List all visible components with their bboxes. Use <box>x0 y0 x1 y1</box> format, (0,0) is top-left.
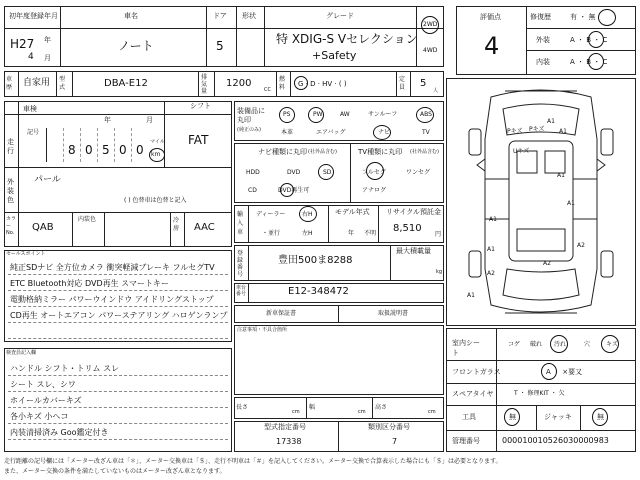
equip-navi-circle <box>373 125 391 140</box>
diagram-label: A2 <box>543 260 551 267</box>
score-value: 4 <box>484 32 500 60</box>
mileage-digit: 0 <box>85 143 93 157</box>
seat-label: 室内シート <box>452 339 480 357</box>
grade-line1: 特 XDIG-S Vセレクション <box>276 32 418 46</box>
seat-item: キズ <box>606 341 618 348</box>
equip-ps: PS <box>283 111 291 118</box>
mile-unit: マイル <box>150 139 165 145</box>
fuel-circle <box>294 76 308 90</box>
equip-abs: ABS <box>420 111 432 118</box>
inspection-label: 車検 <box>23 105 37 113</box>
repair-label: 修復歴 <box>530 13 551 21</box>
exterior-color-value: パール <box>34 175 61 185</box>
inspector-line: ホイールカバーキズ <box>10 396 82 405</box>
inspector-label: 検査員記入欄 <box>6 350 37 356</box>
equip-tv: TV <box>422 129 430 136</box>
footer-line2: また、メーター交換の条件を満たしていないものはメーター改ざん車となります。 <box>4 468 226 475</box>
jack-value: 無 <box>597 413 604 421</box>
tv-fullseg: フルセグ <box>362 169 386 176</box>
navi-dvd: DVD <box>287 169 301 176</box>
notes-label: 注意事項・不具合箇所 <box>237 327 288 333</box>
first-reg-label: 初年度登録年月 <box>9 12 58 20</box>
model-year-unit: 年 <box>348 230 355 237</box>
mileage-digit: 0 <box>119 143 127 157</box>
category-value: 自家用 <box>23 78 51 88</box>
tools-value: 無 <box>509 413 516 421</box>
shift-label: シフト <box>190 102 211 110</box>
tv-oneseg: ワンセグ <box>406 169 431 176</box>
glass-circle <box>541 363 557 380</box>
inspector-line: 内装清掃済み Goo鑑定付き <box>10 428 109 437</box>
chassis-label: 車台番号 <box>236 285 247 297</box>
exterior-color-note: ( ) 色替車は色替と記入 <box>124 197 187 204</box>
navi-label: ナビ種類に丸印 <box>258 148 307 156</box>
persons-unit: 人 <box>433 88 439 94</box>
model-value: DBA-E12 <box>104 78 148 89</box>
shape-label: 形状 <box>242 12 256 20</box>
mileage-digits <box>46 128 148 162</box>
exterior-color-label: 外装色 <box>7 178 14 204</box>
diagram-label: A1 <box>489 216 497 223</box>
score-label: 評価点 <box>480 13 501 21</box>
diagram-label: A1 <box>487 246 495 253</box>
navi-sd-circle <box>318 164 334 180</box>
grade-label: グレード <box>326 12 354 20</box>
shift-value: FAT <box>188 133 209 147</box>
capacity-label: 定員 <box>399 76 406 91</box>
type-designation-label: 型式指定番号 <box>264 423 306 431</box>
tv-sub: (社外品含む) <box>410 149 439 155</box>
diagram-label: Pキズ <box>507 128 523 135</box>
repair-circle <box>598 9 616 26</box>
import-dealer: ディーラー <box>256 211 286 218</box>
seat-item: 汚れ <box>554 341 567 348</box>
interior-grade-value: A ・ B ・ C <box>570 58 608 66</box>
color-code-value: QAB <box>32 222 54 233</box>
exterior-grade-circle <box>588 31 604 48</box>
glass-value: A ・ ×要又 <box>546 368 583 376</box>
fuel-label: 燃料 <box>279 76 286 91</box>
exterior-grade-value: A ・ B ・ C <box>570 36 608 44</box>
repair-value: 有 ・ 無 <box>570 13 596 21</box>
recycle-label: リサイクル預託金 <box>386 208 442 216</box>
manual-label: 取扱説明書 <box>378 310 409 317</box>
length-unit: cm <box>292 409 300 415</box>
inspector-line: シート スレ、シワ <box>10 380 76 389</box>
equipment-label: 装備品に丸印 <box>237 107 265 124</box>
new-car-warranty: 新車保証書 <box>266 310 297 317</box>
navi-hdd: HDD <box>246 169 260 176</box>
equip-aw: AW <box>340 111 350 118</box>
jack-label: ジャッキ <box>544 413 572 421</box>
recycle-value: 8,510 <box>393 223 422 234</box>
mileage-digit: 0 <box>136 143 144 157</box>
displacement-value: 1200 <box>226 78 252 89</box>
seat-item: 破れ <box>530 341 543 348</box>
model-year-unknown: 不明 <box>364 230 377 237</box>
equip-pw-circle <box>308 107 324 123</box>
inspector-line: 各小キズ 小ヘコ <box>10 412 69 421</box>
car-diagram <box>446 78 636 326</box>
diagram-label: Pキズ <box>529 126 545 133</box>
aircon-label: 冷房 <box>173 217 180 232</box>
navi-sd: SD <box>323 169 332 176</box>
seat-scratch-circle <box>601 335 619 353</box>
equip-sunroof: サンルーフ <box>368 111 398 118</box>
fuel-value: G · D · HV · ( ) <box>298 80 347 88</box>
doors-value: 5 <box>216 39 224 53</box>
registration-label: 登録番号 <box>237 250 244 278</box>
displacement-label: 排気量 <box>201 74 208 95</box>
capacity-value: 5 <box>420 78 427 89</box>
import-label: 輸入車 <box>237 211 244 236</box>
import-steer-left: 左H <box>302 230 313 237</box>
inspection-month: 月 <box>146 116 153 124</box>
max-load-label: 最大積載量 <box>396 247 431 255</box>
model-year-label: モデル年式 <box>335 208 370 216</box>
navi-cd: CD <box>248 187 257 194</box>
diagram-label: A1 <box>559 128 567 135</box>
grade-line2: +Safety <box>312 49 357 62</box>
chassis-number: E12-348472 <box>288 286 349 297</box>
diagram-label: A1 <box>557 172 565 179</box>
seat-dirt-circle <box>550 335 568 353</box>
notes-section <box>234 325 444 395</box>
height-unit: cm <box>428 409 436 415</box>
car-name-value: ノート <box>118 39 154 53</box>
cc-unit: CC <box>264 87 271 93</box>
mgmt-label: 管理番号 <box>452 437 480 445</box>
inspection-year: 年 <box>104 116 111 124</box>
month-value: 4 <box>28 52 34 62</box>
navi-dvd-play: DVD再生可 <box>278 187 310 194</box>
car-name-label: 車名 <box>124 12 138 20</box>
year-unit: 年 <box>44 36 51 44</box>
equip-abs-circle <box>416 107 434 123</box>
diagram-label: A2 <box>487 270 495 277</box>
glass-label: フロントガラス <box>452 368 501 376</box>
tv-analog: アナログ <box>362 187 387 194</box>
km-unit: km <box>151 151 161 158</box>
jack-circle <box>592 408 608 426</box>
tools-circle <box>504 408 520 426</box>
diagram-label: A1 <box>547 118 555 125</box>
height-label: 高さ <box>375 404 388 411</box>
class-label: 類別区分番号 <box>368 423 410 431</box>
color-code-label: カラー No. <box>6 216 17 236</box>
mileage-label: 走行 <box>7 138 14 155</box>
diagram-label: A1 <box>567 200 575 207</box>
model-label: 型式 <box>59 76 66 91</box>
vehicle-row <box>4 71 444 97</box>
equip-navi: ナビ <box>378 129 391 136</box>
month-unit: 月 <box>44 54 51 62</box>
type-designation-value: 17338 <box>276 437 302 446</box>
interior-color-label: 内装色 <box>78 216 97 223</box>
steer-right-circle <box>299 206 317 222</box>
dimensions-section <box>234 397 444 419</box>
sales-point-line: 純正SDナビ 全方位カメラ 衝突軽減ブレーキ フルセグTV <box>10 263 215 272</box>
recycle-yen: 円 <box>435 231 442 238</box>
length-label: 長さ <box>236 404 249 411</box>
interior-grade-circle <box>588 53 604 70</box>
sales-point-line: 電動格納ミラー パワーウインドウ アイドリングストップ <box>10 295 214 304</box>
spare-value: T ・ 修理KIT ・ 欠 <box>514 390 565 397</box>
mgmt-value: 000010010526030000983 <box>502 436 609 445</box>
class-value: 7 <box>392 437 398 446</box>
diagram-label: Uキズ <box>513 148 530 155</box>
mileage-digit: 8 <box>68 143 76 157</box>
car-diagram-svg <box>447 79 635 325</box>
diagram-label: A1 <box>467 292 475 299</box>
seat-item: 穴 <box>584 341 591 348</box>
category-label: 車歴 <box>6 76 13 91</box>
navi-sub: (社外品含む) <box>308 149 337 155</box>
drive-alt: 4WD <box>423 47 438 54</box>
footer-line1: 走行距離の記号欄には「メーター改ざん車は「＊」、メーター交換車は「＄」、走行不明車は「＃」を記入してください。メーター交換で合算表示した場合にも「＄」は必要となります。 <box>4 458 502 465</box>
sales-point-line: CD再生 オートエアコン パワーステアリング ハロゲンランプ <box>10 311 228 320</box>
equipment-sublabel: (純正のみ) <box>237 127 261 133</box>
registration-number: 豊田500ま8288 <box>278 255 353 266</box>
sales-point-line: ETC Bluetooth対応 DVD再生 スマートキー <box>10 279 170 288</box>
era-value: H27 <box>10 37 35 51</box>
drive-value: 2WD <box>423 21 438 28</box>
tv-fullseg-circle <box>366 162 384 180</box>
tv-label: TV種類に丸印 <box>358 148 403 156</box>
aircon-value: AAC <box>194 222 215 233</box>
seat-item: コゲ <box>508 341 521 348</box>
import-parallel: ・並行 <box>262 230 281 237</box>
interior-grade-label: 内装 <box>536 58 550 66</box>
width-unit: cm <box>358 409 366 415</box>
width-label: 幅 <box>309 404 316 411</box>
equip-pw: PW <box>313 111 323 118</box>
spare-label: スペアタイヤ <box>452 390 494 398</box>
tools-label: 工具 <box>462 413 476 421</box>
mileage-digit: 5 <box>102 143 110 157</box>
sales-points-label: セールスポイント <box>6 251 46 257</box>
equip-airbag: エアバッグ <box>316 129 346 136</box>
equip-leather: 本革 <box>281 129 294 136</box>
exterior-grade-label: 外装 <box>536 36 550 44</box>
navi-dvd-play-circle <box>280 183 294 197</box>
diagram-label: A2 <box>577 242 585 249</box>
max-load-unit: kg <box>436 269 443 275</box>
inspector-line: ハンドル シフト・トリム スレ <box>10 364 120 373</box>
equip-ps-circle <box>279 107 295 123</box>
import-steer-right: 右H <box>302 211 313 218</box>
mileage-digits-label: 記号 <box>27 129 40 136</box>
door-label: ドア <box>213 12 227 20</box>
